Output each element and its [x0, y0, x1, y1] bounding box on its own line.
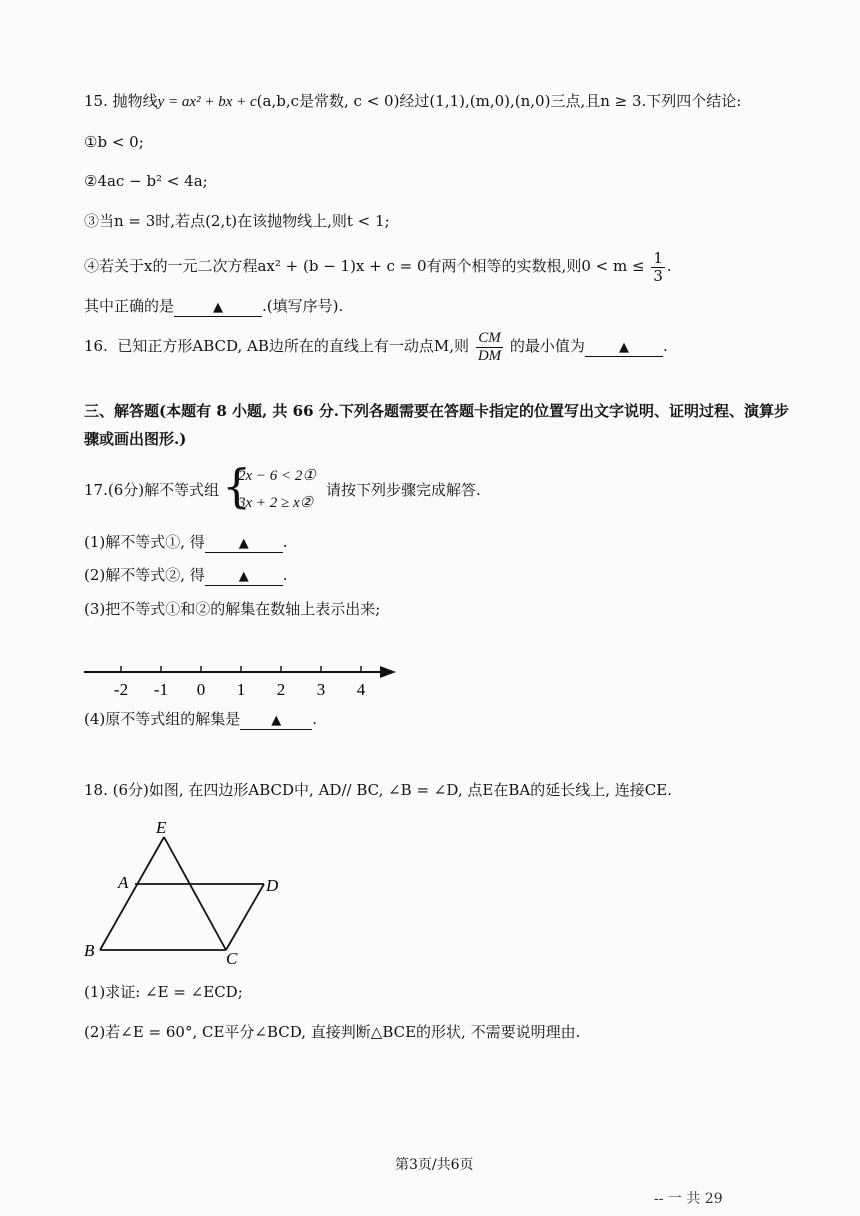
answer-blank[interactable]: ▲	[205, 566, 283, 586]
segment-ec	[164, 837, 226, 950]
tick-label: -1	[153, 680, 169, 699]
inequality-1: 2x − 6 < 2①	[238, 468, 316, 484]
tick-label: 3	[316, 680, 326, 699]
q18-part-1: (1)求证: ∠E = ∠ECD;	[84, 983, 243, 1001]
number-line	[80, 655, 400, 705]
q15-conclusion-1: ①b < 0;	[84, 133, 144, 151]
tick-label: 2	[276, 680, 286, 699]
q15-conclusion-3: ③当n = 3时,若点(2,t)在该抛物线上,则t < 1;	[84, 212, 390, 230]
label-c: C	[226, 949, 238, 968]
q18-stem: 18. (6分)如图, 在四边形ABCD中, AD// BC, ∠B = ∠D, 点E在BA的延长线上, 连接CE.	[84, 781, 672, 799]
tick-label: 1	[236, 680, 246, 699]
answer-blank[interactable]: ▲	[585, 337, 663, 357]
tick-label: -2	[113, 680, 129, 699]
q18-part-2: (2)若∠E = 60°, CE平分∠BCD, 直接判断△BCE的形状, 不需要说明理由.	[84, 1023, 581, 1041]
segment-eb	[100, 837, 164, 950]
segment-dc	[226, 884, 264, 950]
fraction-one-third: $\frac{1}{3}$	[653, 249, 663, 285]
inequality-2: 3x + 2 ≥ x②	[238, 495, 314, 511]
q15-conclusion-4: ④若关于x的一元二次方程ax² + (b − 1)x + c = 0有两个相等的实数根,则0 < m ≤ $\frac{1}{3}$ .	[84, 249, 672, 285]
page-number: 第3页/共6页	[395, 1157, 474, 1173]
q17-stem-b: 请按下列步骤完成解答.	[326, 481, 481, 499]
q17-step-4: (4)原不等式组的解集是 ▲ .	[84, 710, 318, 728]
tick-label: 0	[196, 680, 206, 699]
q15-conclusion-2: ②4ac − b² < 4a;	[84, 172, 208, 190]
section-3-heading: 三、解答题(本题有 8 小题, 共 66 分.下列各题需要在答题卡指定的位置写出文字说明、证明过程、演算步	[84, 402, 789, 420]
question-number: 15.	[84, 92, 108, 110]
section-3-heading-cont: 骤或画出图形.)	[84, 430, 187, 448]
label-a: A	[118, 873, 129, 892]
q15-stem: 15. 抛物线y = ax² + bx + c(a,b,c是常数, c < 0)经过(1,1),(m,0),(n,0)三点,且n ≥ 3.下列四个结论:	[84, 92, 742, 110]
tick-label: 4	[356, 680, 366, 699]
label-b: B	[84, 941, 95, 960]
corner-mark: -- 一 共 29	[654, 1191, 723, 1207]
fraction-cm-dm: $\frac{CM}{DM}$	[477, 330, 502, 364]
system-brace: {	[222, 459, 252, 513]
q17-step-1: (1)解不等式①, 得 ▲ .	[84, 533, 288, 551]
label-e: E	[156, 818, 167, 837]
q17-step-2: (2)解不等式②, 得 ▲ .	[84, 566, 288, 584]
answer-blank[interactable]: ▲	[174, 297, 262, 317]
q16-stem: 16. 已知正方形ABCD, AB边所在的直线上有一动点M,则 $\frac{CM}{DM}$ 的最小值为 ▲ .	[84, 330, 668, 364]
q15-answer-line: 其中正确的是 ▲ .(填写序号).	[84, 297, 344, 315]
answer-blank[interactable]: ▲	[205, 533, 283, 553]
quadrilateral-figure	[80, 815, 300, 970]
q17-step-3: (3)把不等式①和②的解集在数轴上表示出来;	[84, 600, 381, 618]
arrow-icon	[380, 666, 396, 678]
answer-blank[interactable]: ▲	[240, 710, 312, 730]
q17-stem-a: 17.(6分)解不等式组	[84, 481, 220, 499]
label-d: D	[266, 876, 279, 895]
